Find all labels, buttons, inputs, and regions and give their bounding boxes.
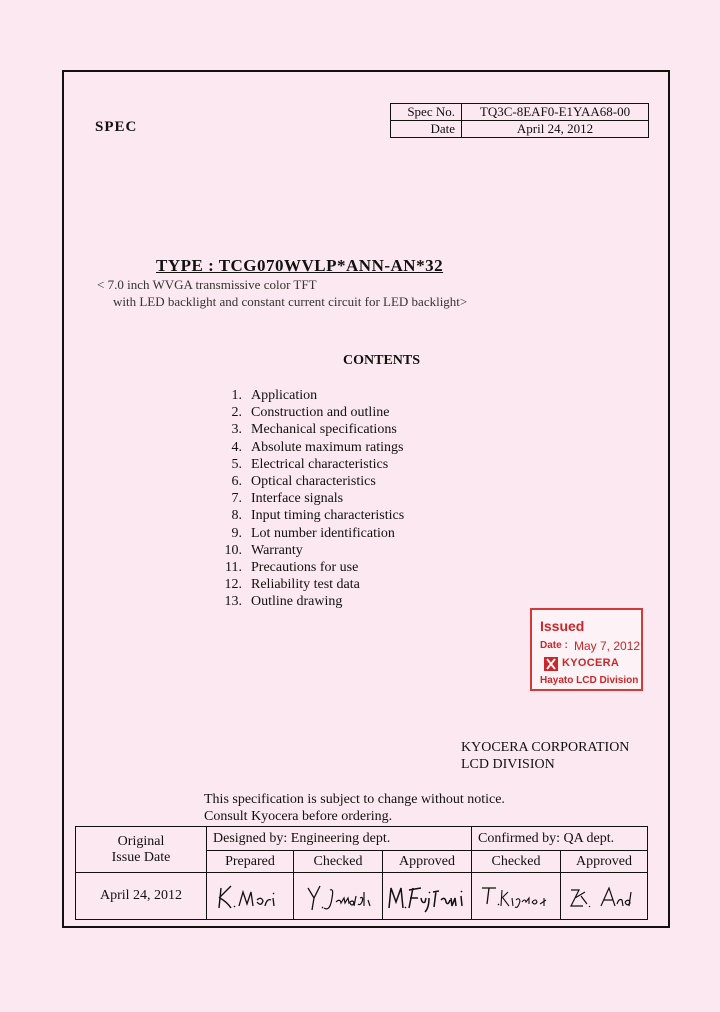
signature-y-ando xyxy=(561,874,647,919)
item-label: Application xyxy=(251,388,318,403)
item-number: 1. xyxy=(231,388,242,403)
stamp-division: Hayato LCD Division xyxy=(540,675,639,686)
item-label: Reliability test data xyxy=(251,577,360,593)
issued-stamp xyxy=(530,608,643,691)
item-number: 7. xyxy=(231,491,242,507)
item-number: 10. xyxy=(224,542,242,558)
item-number: 11. xyxy=(225,559,242,575)
item-number: 6. xyxy=(231,473,242,489)
list-item xyxy=(222,525,404,542)
item-number: 5. xyxy=(231,456,242,472)
original-issue-date-header xyxy=(76,827,207,873)
qa-checked-signature xyxy=(472,873,561,920)
type-title: TYPE : TCG070WVLP*ANN-AN*32 xyxy=(156,256,444,275)
list-item xyxy=(222,404,404,421)
kyocera-logo-icon xyxy=(544,657,558,671)
list-item xyxy=(222,559,404,576)
item-label: Interface signals xyxy=(251,491,344,507)
item-label: Mechanical specifications xyxy=(251,422,397,438)
date-value: April 24, 2012 xyxy=(462,121,649,138)
item-label: Absolute maximum ratings xyxy=(251,439,404,455)
item-label: Lot number identification xyxy=(251,525,395,541)
item-number: 3. xyxy=(231,422,242,438)
issue-date-label: Issue Date xyxy=(111,849,171,865)
list-item xyxy=(222,439,404,456)
notice-line1: This specification is subject to change without notice. xyxy=(204,792,505,807)
signature-t-kikumoto xyxy=(472,874,560,919)
spec-no-label: Spec No. xyxy=(391,104,462,121)
item-label: Outline drawing xyxy=(251,594,343,610)
item-label: Optical characteristics xyxy=(251,473,376,489)
item-number: 9. xyxy=(231,525,242,541)
list-item xyxy=(222,576,404,593)
stamp-date-label: Date : xyxy=(540,640,568,651)
list-item xyxy=(222,507,404,524)
item-number: 12. xyxy=(224,577,242,593)
product-description-line2: with LED backlight and constant current circuit for LED backlight> xyxy=(113,294,468,309)
approved-header: Approved xyxy=(383,851,472,873)
contents-list xyxy=(222,387,404,610)
item-number: 4. xyxy=(231,439,242,455)
contents-heading: CONTENTS xyxy=(343,353,421,368)
item-label: Input timing characteristics xyxy=(251,508,405,524)
company-name: KYOCERA CORPORATION xyxy=(461,740,630,755)
qa-approved-signature xyxy=(561,873,648,920)
company-division: LCD DIVISION xyxy=(461,757,555,772)
item-label: Warranty xyxy=(251,542,303,558)
item-number: 2. xyxy=(231,405,242,421)
stamp-brand: KYOCERA xyxy=(562,657,620,669)
approved-signature xyxy=(383,873,472,920)
qa-checked-header: Checked xyxy=(472,851,561,873)
stamp-issued-text: Issued xyxy=(540,618,585,634)
designed-by-header: Designed by: Engineering dept. xyxy=(207,827,472,851)
prepared-signature xyxy=(207,873,294,920)
item-number: 13. xyxy=(224,594,242,610)
list-item xyxy=(222,456,404,473)
qa-approved-header: Approved xyxy=(561,851,648,873)
spec-no-value: TQ3C-8EAF0-E1YAA68-00 xyxy=(462,104,649,121)
product-description-line1: < 7.0 inch WVGA transmissive color TFT xyxy=(97,277,317,292)
signature-m-fujitani xyxy=(383,874,471,919)
item-label: Precautions for use xyxy=(251,559,359,575)
date-label: Date xyxy=(391,121,462,138)
list-item xyxy=(222,473,404,490)
spec-label: SPEC xyxy=(95,119,138,135)
checked-header: Checked xyxy=(294,851,383,873)
spec-info-box xyxy=(390,103,649,138)
item-label: Electrical characteristics xyxy=(251,456,389,472)
list-item xyxy=(222,421,404,438)
list-item xyxy=(222,542,404,559)
issue-date-value: April 24, 2012 xyxy=(76,873,207,920)
checked-signature xyxy=(294,873,383,920)
stamp-date-value: May 7, 2012 xyxy=(574,639,641,653)
original-label: Original xyxy=(117,833,165,849)
list-item xyxy=(222,593,404,610)
signature-k-mori xyxy=(207,874,293,919)
item-number: 8. xyxy=(231,508,242,524)
prepared-header: Prepared xyxy=(207,851,294,873)
approval-table xyxy=(75,826,648,920)
list-item xyxy=(222,387,404,404)
confirmed-by-header: Confirmed by: QA dept. xyxy=(472,827,648,851)
notice-line2: Consult Kyocera before ordering. xyxy=(204,809,393,824)
item-label: Construction and outline xyxy=(251,405,390,421)
list-item xyxy=(222,490,404,507)
signature-y-yamazaki xyxy=(294,874,382,919)
